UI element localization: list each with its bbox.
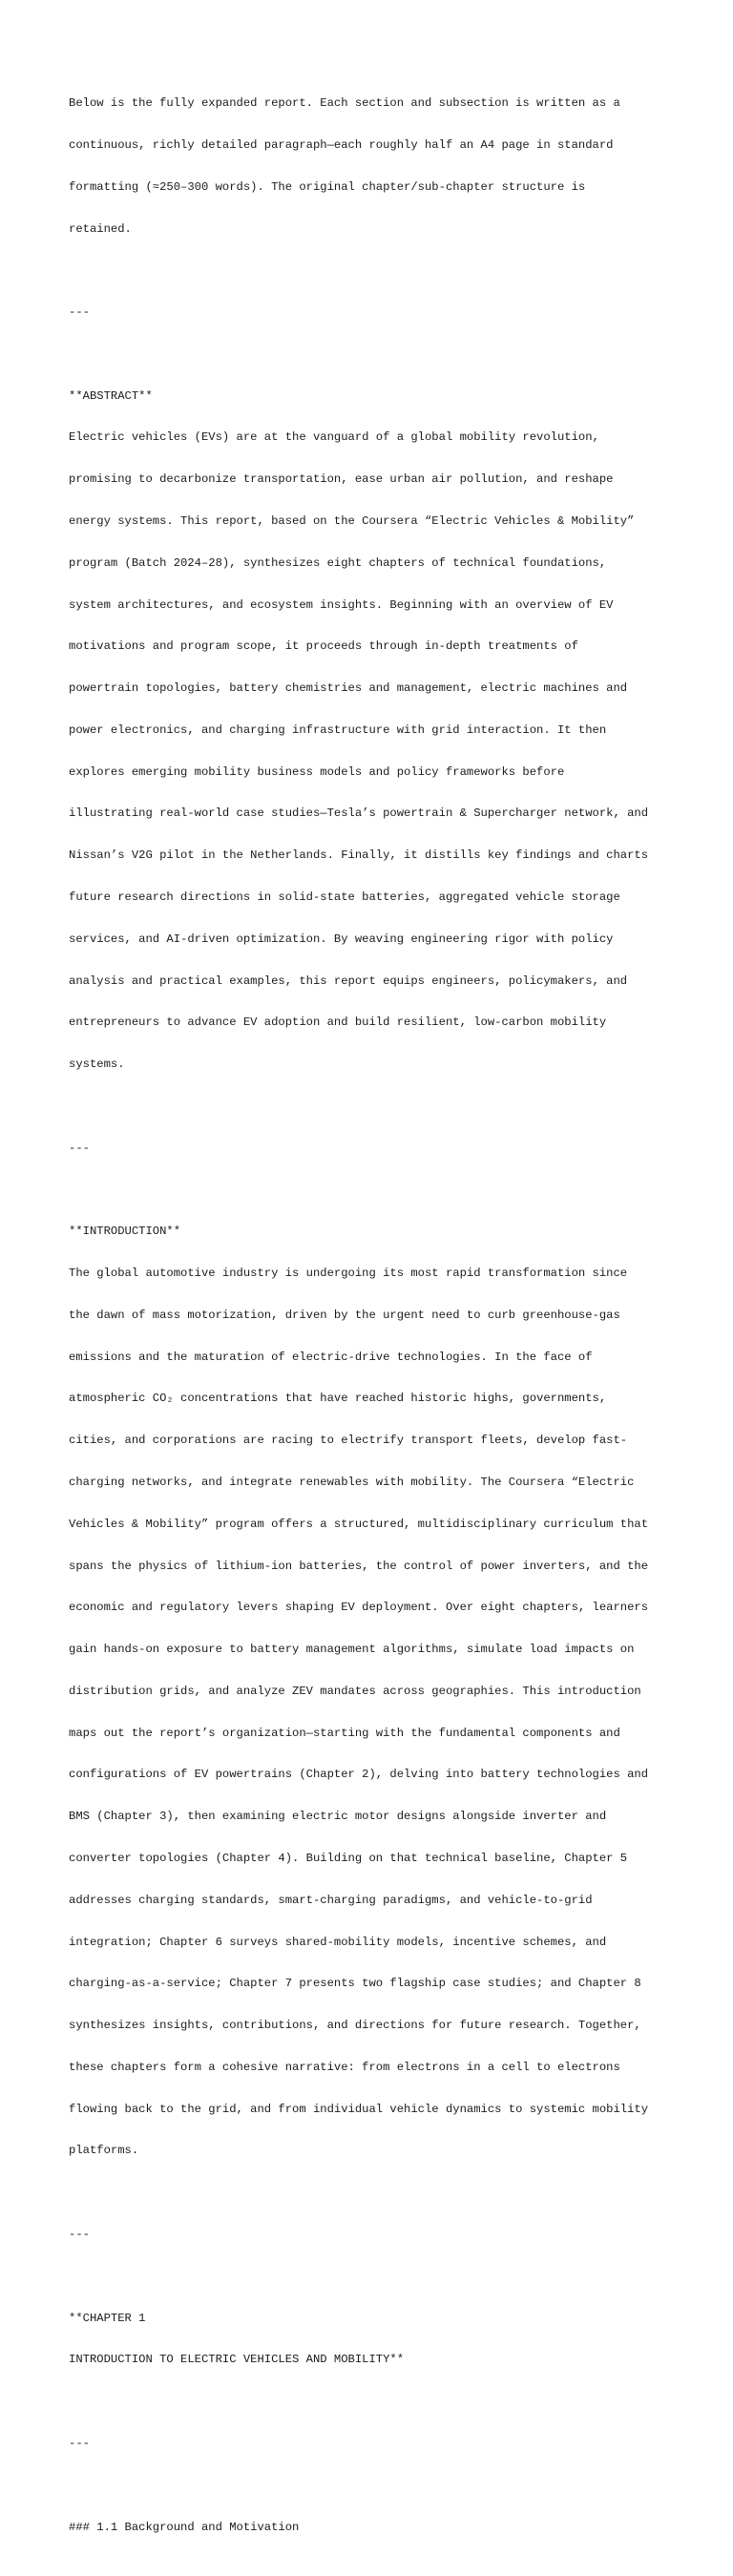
separator-text: --- bbox=[69, 2436, 90, 2450]
introduction-section bbox=[69, 1197, 680, 2186]
introduction-line: The global automotive industry is undergoing its most rapid transformation since bbox=[69, 1267, 628, 1281]
separator bbox=[69, 1114, 680, 1183]
intro-line: formatting (≈250–300 words). The original chapter/sub-chapter structure is bbox=[69, 179, 586, 194]
introduction-line: synthesizes insights, contributions, and directions for future research. Together, bbox=[69, 2019, 641, 2033]
abstract-line: powertrain topologies, battery chemistries and management, electric machines and bbox=[69, 681, 628, 696]
introduction-line: the dawn of mass motorization, driven by the urgent need to curb greenhouse-gas bbox=[69, 1308, 620, 1322]
separator bbox=[69, 2200, 680, 2270]
introduction-line: converter topologies (Chapter 4). Building on that technical baseline, Chapter 5 bbox=[69, 1852, 628, 1865]
abstract-line: power electronics, and charging infrastructure with grid interaction. It then bbox=[69, 723, 607, 737]
intro-line: Below is the fully expanded report. Each section and subsection is written as a bbox=[69, 96, 620, 111]
separator-text: --- bbox=[69, 305, 90, 320]
introduction-line: charging networks, and integrate renewables with mobility. The Coursera “Electric bbox=[69, 1475, 635, 1489]
section-heading bbox=[69, 2492, 680, 2562]
abstract-line: system architectures, and ecosystem insights. Beginning with an overview of EV bbox=[69, 597, 614, 612]
abstract-line: future research directions in solid-state batteries, aggregated vehicle storage bbox=[69, 890, 620, 905]
abstract-line: entrepreneurs to advance EV adoption and build resilient, low-carbon mobility bbox=[69, 1016, 607, 1030]
abstract-line: program (Batch 2024–28), synthesizes eight chapters of technical foundations, bbox=[69, 555, 607, 570]
separator bbox=[69, 278, 680, 347]
section-heading-text: ### 1.1 Background and Motivation bbox=[69, 2520, 300, 2534]
abstract-line: services, and AI-driven optimization. By weaving engineering rigor with policy bbox=[69, 932, 614, 946]
chapter-heading-line: **CHAPTER 1 bbox=[69, 2311, 146, 2325]
introduction-line: spans the physics of lithium-ion batteries, the control of power inverters, and the bbox=[69, 1559, 649, 1573]
abstract-line: energy systems. This report, based on the Coursera “Electric Vehicles & Mobility” bbox=[69, 514, 635, 528]
chapter-heading-line: INTRODUCTION TO ELECTRIC VEHICLES AND MOBILITY** bbox=[69, 2353, 405, 2367]
introduction-line: atmospheric CO₂ concentrations that have reached historic highs, governments, bbox=[69, 1392, 607, 1406]
chapter-heading bbox=[69, 2283, 680, 2395]
introduction-line: maps out the report’s organization—starting with the fundamental components and bbox=[69, 1726, 620, 1740]
introduction-line: charging-as-a-service; Chapter 7 presents two flagship case studies; and Chapter 8 bbox=[69, 1977, 641, 1991]
intro-paragraph bbox=[69, 69, 680, 263]
abstract-line: motivations and program scope, it proceeds through in-depth treatments of bbox=[69, 639, 578, 654]
introduction-line: emissions and the maturation of electric-drive technologies. In the face of bbox=[69, 1350, 593, 1364]
introduction-line: addresses charging standards, smart-charging paradigms, and vehicle-to-grid bbox=[69, 1893, 593, 1907]
introduction-line: gain hands-on exposure to battery management algorithms, simulate load impacts on bbox=[69, 1643, 635, 1657]
abstract-heading: **ABSTRACT** bbox=[69, 388, 153, 403]
intro-line: continuous, richly detailed paragraph—each roughly half an A4 page in standard bbox=[69, 137, 614, 152]
separator-text: --- bbox=[69, 2228, 90, 2242]
introduction-line: distribution grids, and analyze ZEV mandates across geographies. This introduction bbox=[69, 1684, 641, 1698]
document-page bbox=[69, 69, 680, 2576]
introduction-line: cities, and corporations are racing to electrify transport fleets, develop fast- bbox=[69, 1434, 628, 1448]
abstract-line: promising to decarbonize transportation, ease urban air pollution, and reshape bbox=[69, 472, 614, 487]
introduction-line: Vehicles & Mobility” program offers a structured, multidisciplinary curriculum that bbox=[69, 1517, 649, 1531]
introduction-heading: **INTRODUCTION** bbox=[69, 1225, 181, 1239]
introduction-line: these chapters form a cohesive narrative: from electrons in a cell to electrons bbox=[69, 2060, 620, 2074]
abstract-line: Electric vehicles (EVs) are at the vanguard of a global mobility revolution, bbox=[69, 430, 599, 445]
introduction-line: platforms. bbox=[69, 2144, 139, 2158]
abstract-line: explores emerging mobility business models and policy frameworks before bbox=[69, 764, 565, 779]
abstract-section bbox=[69, 361, 680, 1099]
introduction-line: flowing back to the grid, and from individual vehicle dynamics to systemic mobility bbox=[69, 2102, 649, 2116]
introduction-line: configurations of EV powertrains (Chapter 2), delving into battery technologies and bbox=[69, 1768, 649, 1782]
abstract-line: analysis and practical examples, this report equips engineers, policymakers, and bbox=[69, 974, 628, 988]
abstract-line: Nissan’s V2G pilot in the Netherlands. Finally, it distills key findings and charts bbox=[69, 848, 649, 863]
introduction-line: integration; Chapter 6 surveys shared-mobility models, incentive schemes, and bbox=[69, 1935, 607, 1949]
separator-text: --- bbox=[69, 1141, 90, 1155]
introduction-line: BMS (Chapter 3), then examining electric motor designs alongside inverter and bbox=[69, 1810, 607, 1824]
intro-line: retained. bbox=[69, 221, 132, 236]
abstract-line: systems. bbox=[69, 1058, 125, 1072]
abstract-line: illustrating real-world case studies—Tesla’s powertrain & Supercharger network, and bbox=[69, 806, 649, 821]
separator bbox=[69, 2409, 680, 2479]
introduction-line: economic and regulatory levers shaping EV deployment. Over eight chapters, learners bbox=[69, 1601, 649, 1615]
